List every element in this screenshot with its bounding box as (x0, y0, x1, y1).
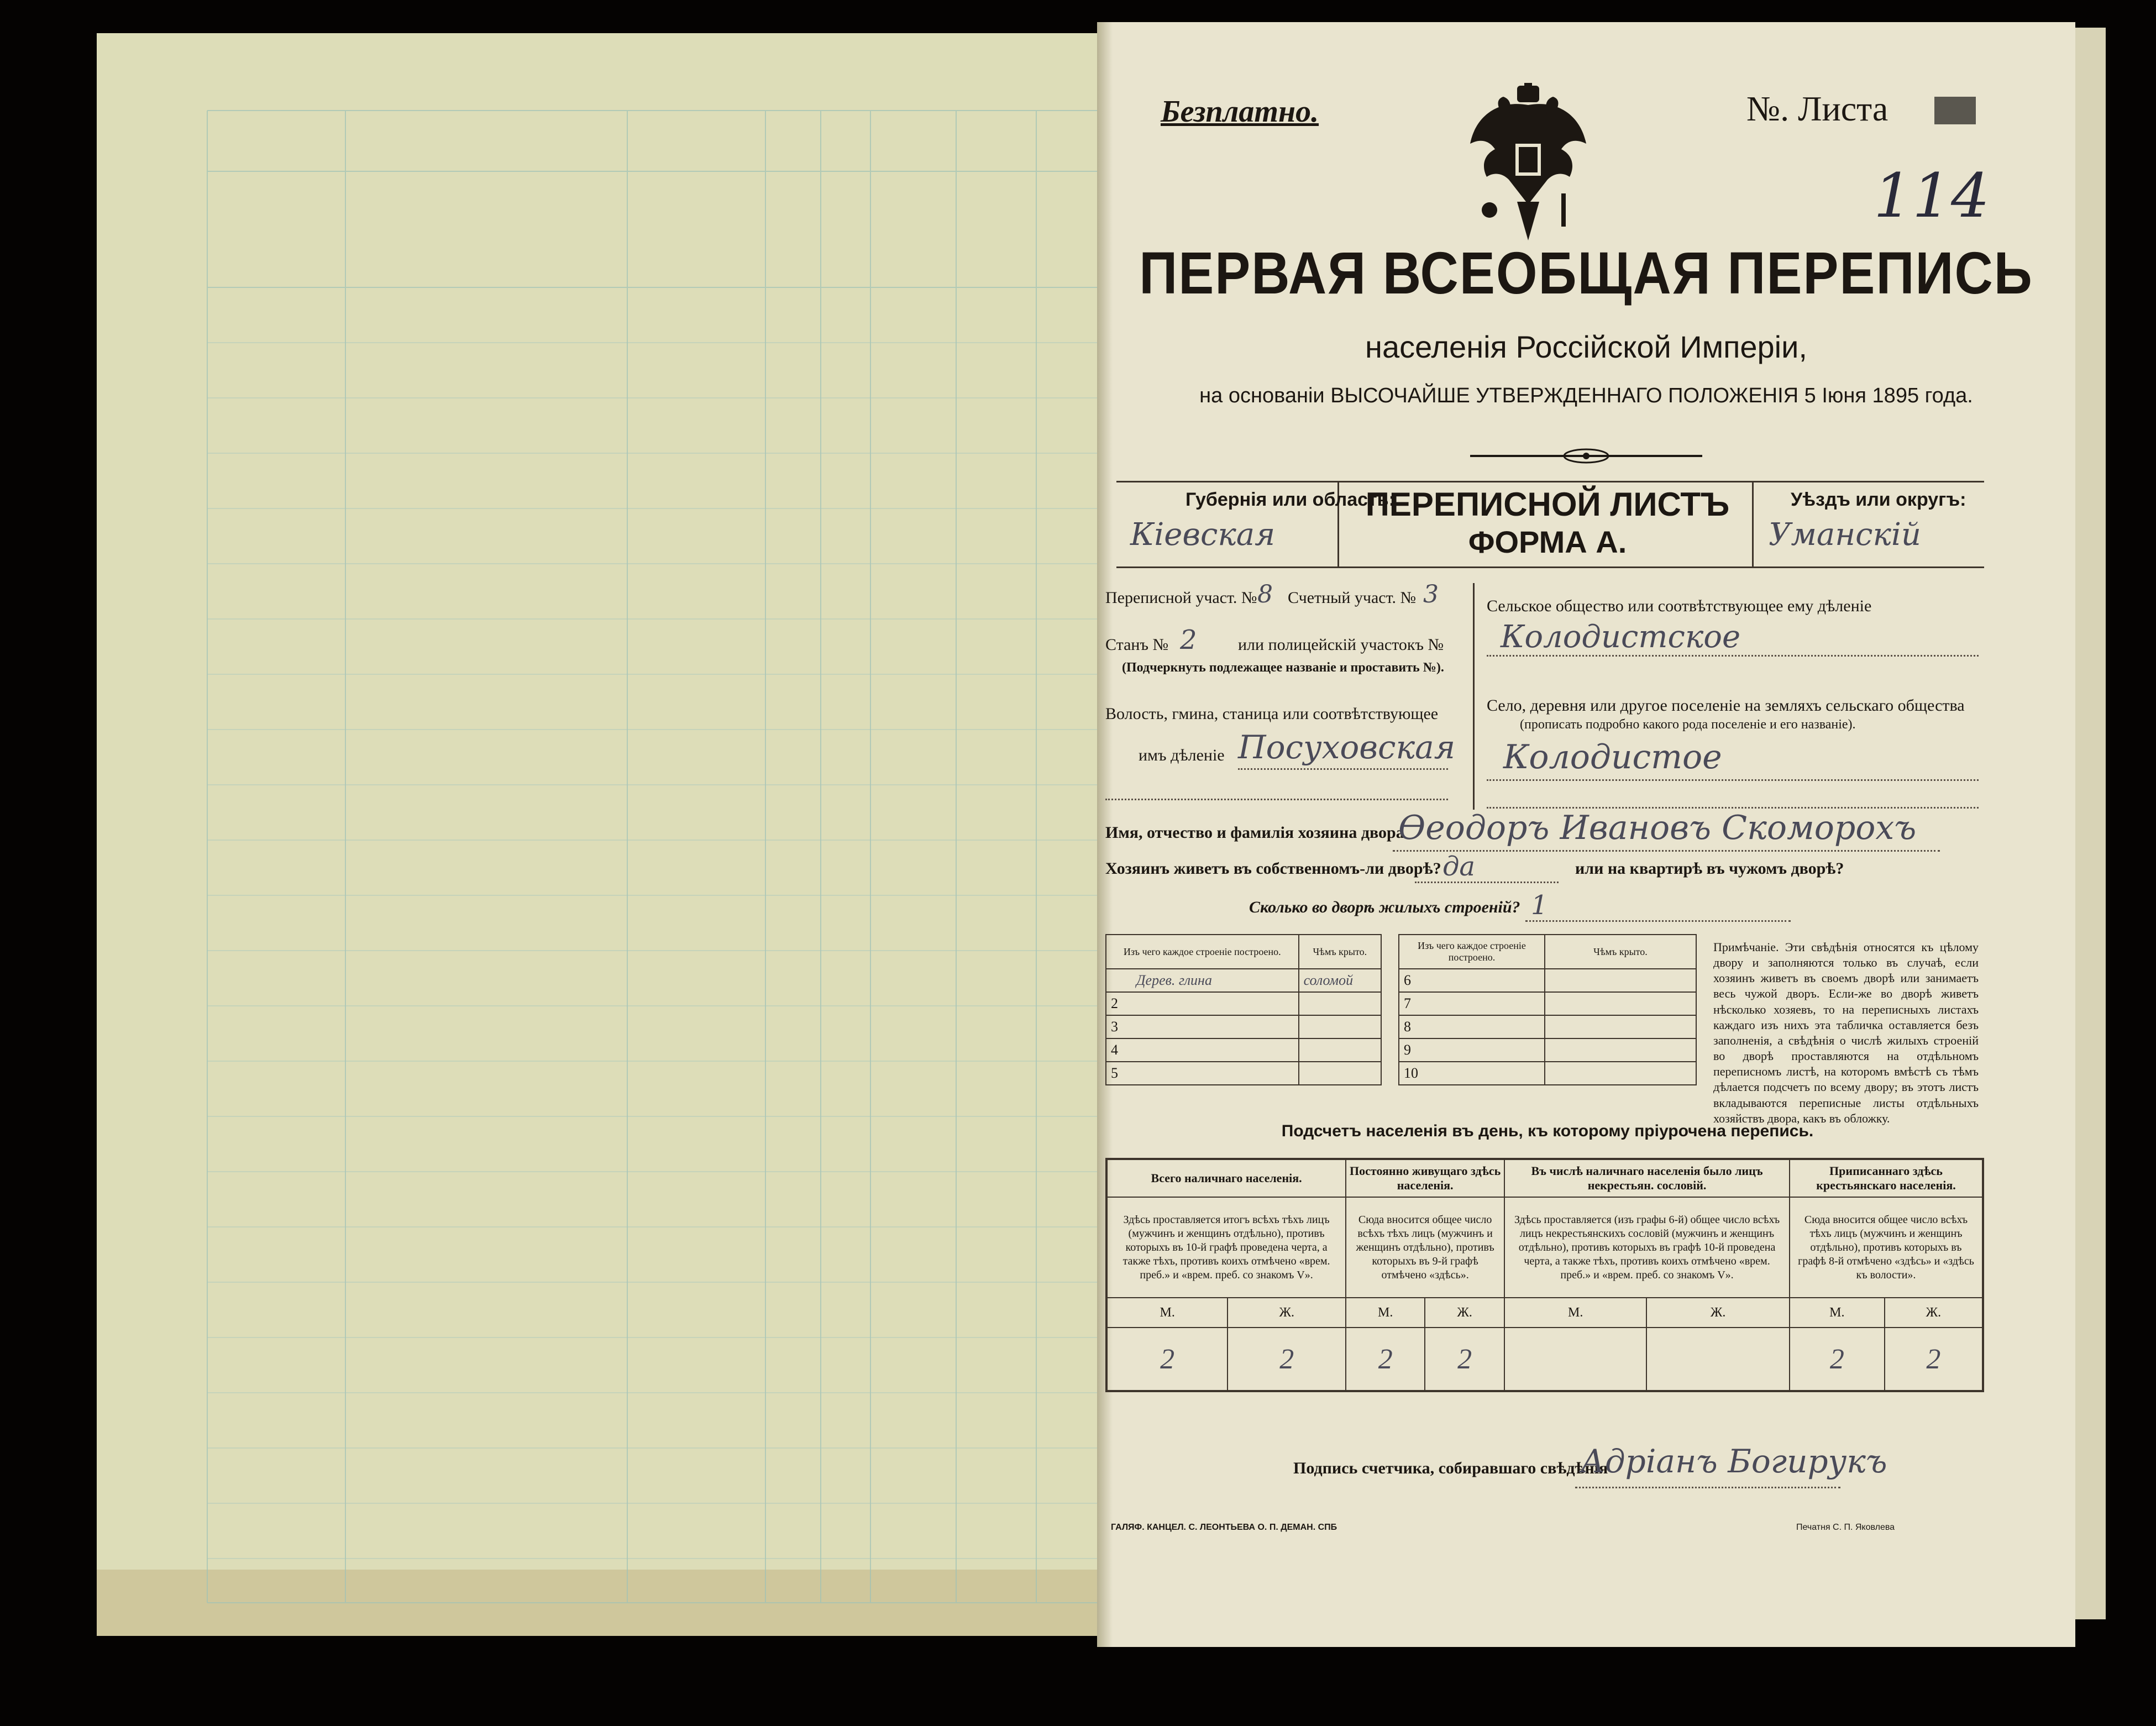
building-row (1399, 1015, 1696, 1038)
owner-own-yard-value: да (1442, 851, 1476, 882)
perepis-uch-value: 8 (1257, 580, 1273, 608)
buildings-count-label: Сколько во дворѣ жилыхъ строеній? (1249, 898, 1520, 916)
owner-rent-label: или на квартирѣ въ чужомъ дворѣ? (1575, 859, 1844, 878)
field-column-separator (1473, 583, 1475, 810)
building-row-number (1106, 969, 1132, 992)
building-row-material (1132, 1038, 1299, 1062)
building-row-material (1132, 992, 1299, 1015)
building-row (1399, 992, 1696, 1015)
building-row (1399, 1038, 1696, 1062)
uezd-label: Уѣздъ или округъ: (1791, 489, 1966, 510)
box-top-rule (1116, 481, 1984, 482)
left-blank-page (97, 33, 1104, 1636)
count-value-permanent-m: 2 (1346, 1328, 1425, 1391)
buildings-table-6-10 (1398, 934, 1697, 1085)
census-basis-line: на основаніи ВЫСОЧАЙШЕ УТВЕРЖДЕННАГО ПОЛОЖЕНІЯ 5 Іюня 1895 года. (1199, 384, 1973, 407)
building-row-roof (1545, 969, 1696, 992)
owner-name-value: Ѳеодоръ Ивановъ Скоморохъ (1398, 809, 1917, 847)
note-paragraph: Примѣчаніе. Эти свѣдѣнія относятся къ цѣлому двору и заполняются только въ случаѣ, если хозяинъ живетъ въ своемъ дворѣ или занимаетъ весь чужой дворъ. Если-же во дворѣ живетъ нѣсколько хозяевъ, то на переписныхъ листахъ каждаго изъ нихъ эта табличка оставляется безъ заполненія, а свѣдѣнія о числѣ жилыхъ строеній во дворѣ проставляются на отдѣльномъ переписномъ листѣ, на которомъ вмѣстѣ съ тѣмъ дѣлается подсчетъ по всему двору; въ этотъ листъ вкладываются переписные листы отдѣльныхъ хозяйствъ двора, какъ въ обложку. (1713, 940, 1979, 1125)
count-male-label: М. (1346, 1298, 1425, 1328)
count-value-non-peasant-f (1646, 1328, 1790, 1391)
sheet-number-stamp (1934, 97, 1976, 124)
count-value-permanent-f: 2 (1425, 1328, 1504, 1391)
count-title: Подсчетъ населенія въ день, къ которому пріурочена перепись. (1281, 1122, 1814, 1140)
sheet-number-label: №. Листа (1746, 89, 1889, 128)
guberniya-value: Кіевская (1130, 517, 1276, 553)
building-row (1106, 1038, 1381, 1062)
owner-own-yard-label: Хозяинъ живетъ въ собственномъ-ли дворѣ? (1105, 859, 1441, 878)
guberniya-label: Губернія или область: (1185, 489, 1395, 510)
box-divider-right (1752, 481, 1754, 566)
buildings-roof-header-2: Чѣмъ крыто. (1545, 935, 1696, 969)
count-female-label: Ж. (1425, 1298, 1504, 1328)
volost-dotted-line-2 (1105, 799, 1448, 800)
perepis-uch-label: Переписной участ. № (1105, 589, 1257, 607)
building-row-roof (1545, 1015, 1696, 1038)
stan-label: Станъ № (1105, 636, 1169, 654)
building-row-roof (1545, 1038, 1696, 1062)
buildings-count-value: 1 (1531, 890, 1548, 921)
building-row (1106, 969, 1381, 992)
count-male-label: М. (1504, 1298, 1646, 1328)
building-row-roof (1299, 992, 1381, 1015)
count-explanation-non-peasant: Здѣсь проставляется (изъ графы 6-й) общее число всѣхъ лицъ некрестьянскихъ сословій (мужчинъ и женщинъ отдѣльно), противъ которыхъ въ графѣ 10-й проведена черта, а также тѣхъ, противъ коихъ отмѣчено «врем. преб.» и «врем. преб. со знакомъ V». (1504, 1197, 1790, 1298)
stan-value: 2 (1180, 625, 1197, 655)
building-row-number: 8 (1399, 1015, 1545, 1038)
building-row-roof (1299, 1062, 1381, 1085)
building-row (1106, 1062, 1381, 1085)
census-subtitle: населенія Россійской Имперіи, (1365, 329, 1807, 364)
own-yard-dotted-line (1415, 882, 1559, 883)
village-value: Колодистое (1503, 738, 1722, 777)
sheet-number-handwritten: 114 (1874, 160, 1990, 231)
count-value-registered-f: 2 (1885, 1328, 1983, 1391)
sheet-type-title: ПЕРЕПИСНОЙ ЛИСТЪ (1365, 486, 1730, 523)
building-row-material: Дерев. глина (1132, 969, 1299, 992)
building-row-roof (1299, 1015, 1381, 1038)
building-row-number: 7 (1399, 992, 1545, 1015)
building-row (1399, 1062, 1696, 1085)
buildings-material-header-2: Изъ чего каждое строеніе построено. (1399, 935, 1545, 969)
buildings-count-dotted-line (1525, 920, 1791, 922)
building-row-number: 9 (1399, 1038, 1545, 1062)
building-row-roof (1545, 992, 1696, 1015)
count-female-label: Ж. (1646, 1298, 1790, 1328)
stan-note: (Подчеркнуть подлежащее названіе и проставить №). (1122, 660, 1444, 675)
signature-dotted-line (1575, 1487, 1840, 1488)
count-explanation-registered: Сюда вносится общее число всѣхъ тѣхъ лицъ (мужчинъ и женщинъ отдѣльно), противъ которыхъ въ графѣ 8-й отмѣчено «здѣсь» и «здѣсь къ волости». (1790, 1197, 1983, 1298)
signature-value: Адріанъ Богирукъ (1581, 1442, 1887, 1480)
count-header-non-peasant: Въ числѣ наличнаго населенія было лицъ некрестьян. сословій. (1504, 1159, 1790, 1197)
volost-label: Волость, гмина, станица или соотвѣтствующее (1105, 705, 1439, 723)
decorative-divider (1470, 445, 1702, 467)
count-header-total: Всего наличнаго населенія. (1106, 1159, 1346, 1197)
box-bottom-rule (1116, 566, 1984, 568)
volost-value: Посуховская (1238, 728, 1456, 766)
building-row-number: 6 (1399, 969, 1545, 992)
volost-dotted-line (1238, 768, 1448, 770)
building-row-number: 10 (1399, 1062, 1545, 1085)
free-label: Безплатно. (1161, 95, 1319, 129)
imperial-eagle-emblem (1465, 83, 1592, 243)
count-explanation-total: Здѣсь проставляется итогъ всѣхъ тѣхъ лицъ (мужчинъ и женщинъ отдѣльно), противъ которыхъ въ 10-й графѣ проведена черта, а также тѣхъ, противъ коихъ отмѣчено «врем. преб.» и «врем. преб. со знакомъ V». (1106, 1197, 1346, 1298)
society-value: Колодистское (1501, 619, 1741, 655)
buildings-roof-header: Чѣмъ крыто. (1299, 935, 1381, 969)
building-row-material (1132, 1062, 1299, 1085)
count-value-total-f: 2 (1227, 1328, 1346, 1391)
uezd-value: Уманскій (1769, 517, 1921, 553)
owner-name-label: Имя, отчество и фамилія хозяина двора (1105, 823, 1404, 842)
building-row-number: 5 (1106, 1062, 1132, 1085)
building-row-material (1132, 1015, 1299, 1038)
form-label: ФОРМА А. (1468, 524, 1627, 559)
count-header-registered: Приписаннаго здѣсь крестьянскаго населенія. (1790, 1159, 1983, 1197)
left-page-grid (97, 33, 1103, 1636)
police-label: или полицейскій участокъ № (1238, 636, 1444, 654)
count-male-label: М. (1106, 1298, 1227, 1328)
village-note: (прописать подробно какого рода поселеніе и его названіе). (1520, 717, 1856, 732)
count-value-total-m: 2 (1106, 1328, 1227, 1391)
count-female-label: Ж. (1227, 1298, 1346, 1328)
village-label: Село, деревня или другое поселеніе на земляхъ сельскаго общества (1487, 696, 1965, 715)
count-value-non-peasant-m (1504, 1328, 1646, 1391)
building-row-roof (1299, 1038, 1381, 1062)
building-row-roof: соломой (1299, 969, 1381, 992)
building-row (1399, 969, 1696, 992)
count-value-registered-m: 2 (1790, 1328, 1885, 1391)
schet-uch-value: 3 (1423, 580, 1439, 608)
footer-printer-left: ГАЛЯФ. КАНЦЕЛ. С. ЛЕОНТЬЕВА О. П. ДЕМАН. СПБ (1111, 1523, 1337, 1532)
building-row (1106, 1015, 1381, 1038)
building-row-number: 3 (1106, 1015, 1132, 1038)
buildings-table-1-5 (1105, 934, 1382, 1085)
building-row-number: 4 (1106, 1038, 1132, 1062)
population-count-table (1105, 1158, 1984, 1392)
census-title: ПЕРВАЯ ВСЕОБЩАЯ ПЕРЕПИСЬ (1139, 240, 2033, 307)
count-female-label: Ж. (1885, 1298, 1983, 1328)
footer-printer-right: Печатня С. П. Яковлева (1796, 1523, 1895, 1532)
building-row-number: 2 (1106, 992, 1132, 1015)
count-explanation-permanent: Сюда вносится общее число всѣхъ тѣхъ лицъ (мужчинъ и женщинъ отдѣльно), противъ которыхъ въ 9-й графѣ отмѣчено «здѣсь». (1346, 1197, 1504, 1298)
volost-label-2: имъ дѣленіе (1139, 746, 1225, 764)
schet-uch-label: Счетный участ. № (1288, 589, 1417, 607)
building-row-roof (1545, 1062, 1696, 1085)
signature-label: Подпись счетчика, собиравшаго свѣдѣнія (1293, 1459, 1608, 1477)
building-row (1106, 992, 1381, 1015)
society-label: Сельское общество или соотвѣтствующее ему дѣленіе (1487, 597, 1872, 615)
count-male-label: М. (1790, 1298, 1885, 1328)
society-dotted-line (1487, 655, 1979, 657)
buildings-material-header: Изъ чего каждое строеніе построено. (1106, 935, 1299, 969)
village-dotted-line (1487, 779, 1979, 781)
count-header-permanent: Постоянно живущаго здѣсь населенія. (1346, 1159, 1504, 1197)
